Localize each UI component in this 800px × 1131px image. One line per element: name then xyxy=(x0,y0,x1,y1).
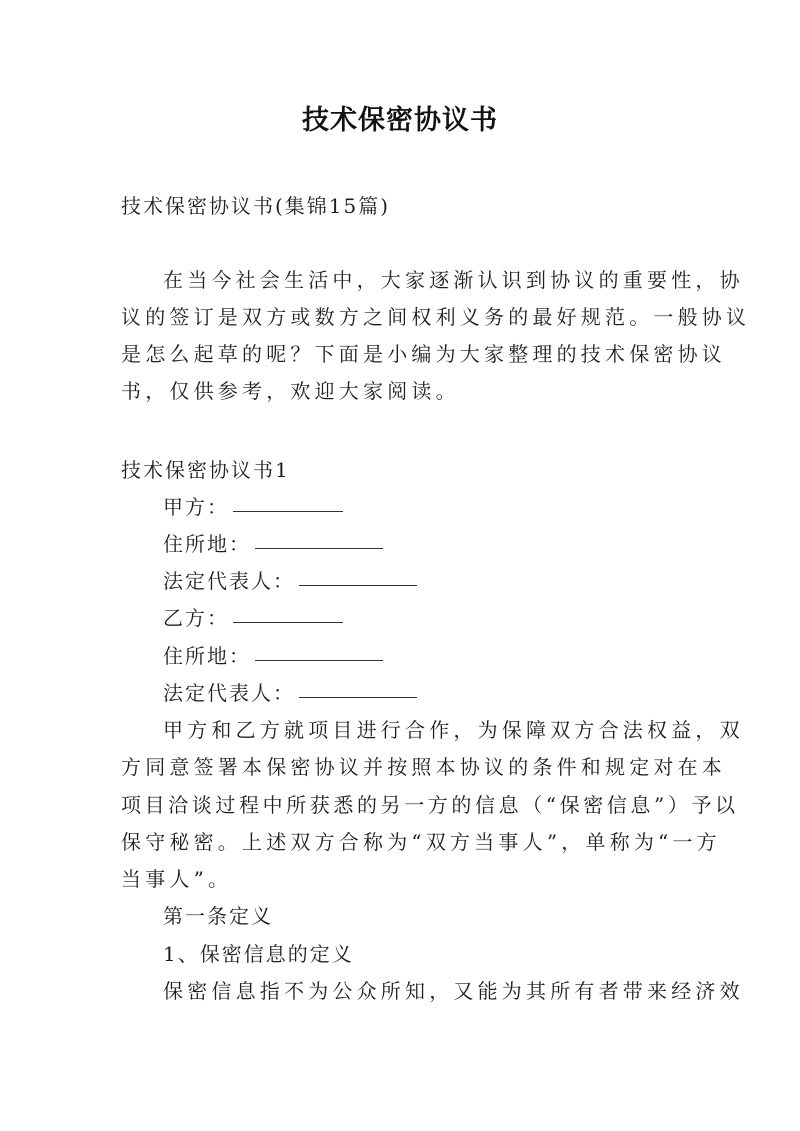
party-a-representative-blank xyxy=(299,585,417,586)
clause-text: 保密信息指不为公众所知，又能为其所有者带来经济效 xyxy=(163,979,744,1003)
party-b-address-label: 住所地： xyxy=(163,644,251,668)
article-heading: 第一条定义 xyxy=(163,904,273,928)
party-a-blank xyxy=(233,511,343,512)
body-line-5: 当事人”。 xyxy=(121,867,233,891)
party-a-address-label: 住所地： xyxy=(163,532,251,556)
body-line-2: 方同意签署本保密协议并按照本协议的条件和规定对在本 xyxy=(121,755,726,779)
party-b-representative-blank xyxy=(299,697,417,698)
intro-line-1: 在当今社会生活中，大家逐渐认识到协议的重要性，协 xyxy=(163,268,744,292)
section-heading: 技术保密协议书1 xyxy=(121,458,290,482)
party-a-representative-field xyxy=(163,565,417,594)
party-b-blank xyxy=(233,622,343,623)
party-b-representative-field xyxy=(163,677,417,706)
clause-heading: 1、保密信息的定义 xyxy=(163,942,354,966)
party-a-label: 甲方： xyxy=(163,495,229,519)
party-b-address-field xyxy=(163,640,383,669)
body-line-3: 项目洽谈过程中所获悉的另一方的信息（“保密信息”）予以 xyxy=(121,793,739,817)
intro-line-3: 是怎么起草的呢？下面是小编为大家整理的技术保密协议 xyxy=(121,342,726,366)
party-a-address-blank xyxy=(255,548,383,549)
document-subtitle: 技术保密协议书(集锦15篇) xyxy=(121,194,391,218)
party-a-address-field xyxy=(163,528,383,557)
party-b-representative-label: 法定代表人： xyxy=(163,681,295,705)
party-a-representative-label: 法定代表人： xyxy=(163,569,295,593)
party-b-label: 乙方： xyxy=(163,606,229,630)
body-line-4: 保守秘密。上述双方合称为“双方当事人”，单称为“一方 xyxy=(121,830,721,854)
intro-line-4: 书，仅供参考，欢迎大家阅读。 xyxy=(121,379,460,403)
party-b-field xyxy=(163,602,343,631)
party-a-field xyxy=(163,491,343,520)
body-line-1: 甲方和乙方就项目进行合作，为保障双方合法权益，双 xyxy=(163,718,744,742)
party-b-address-blank xyxy=(255,660,383,661)
intro-line-2: 议的签订是双方或数方之间权利义务的最好规范。一般协议 xyxy=(121,305,751,329)
document-title: 技术保密协议书 xyxy=(302,105,498,136)
